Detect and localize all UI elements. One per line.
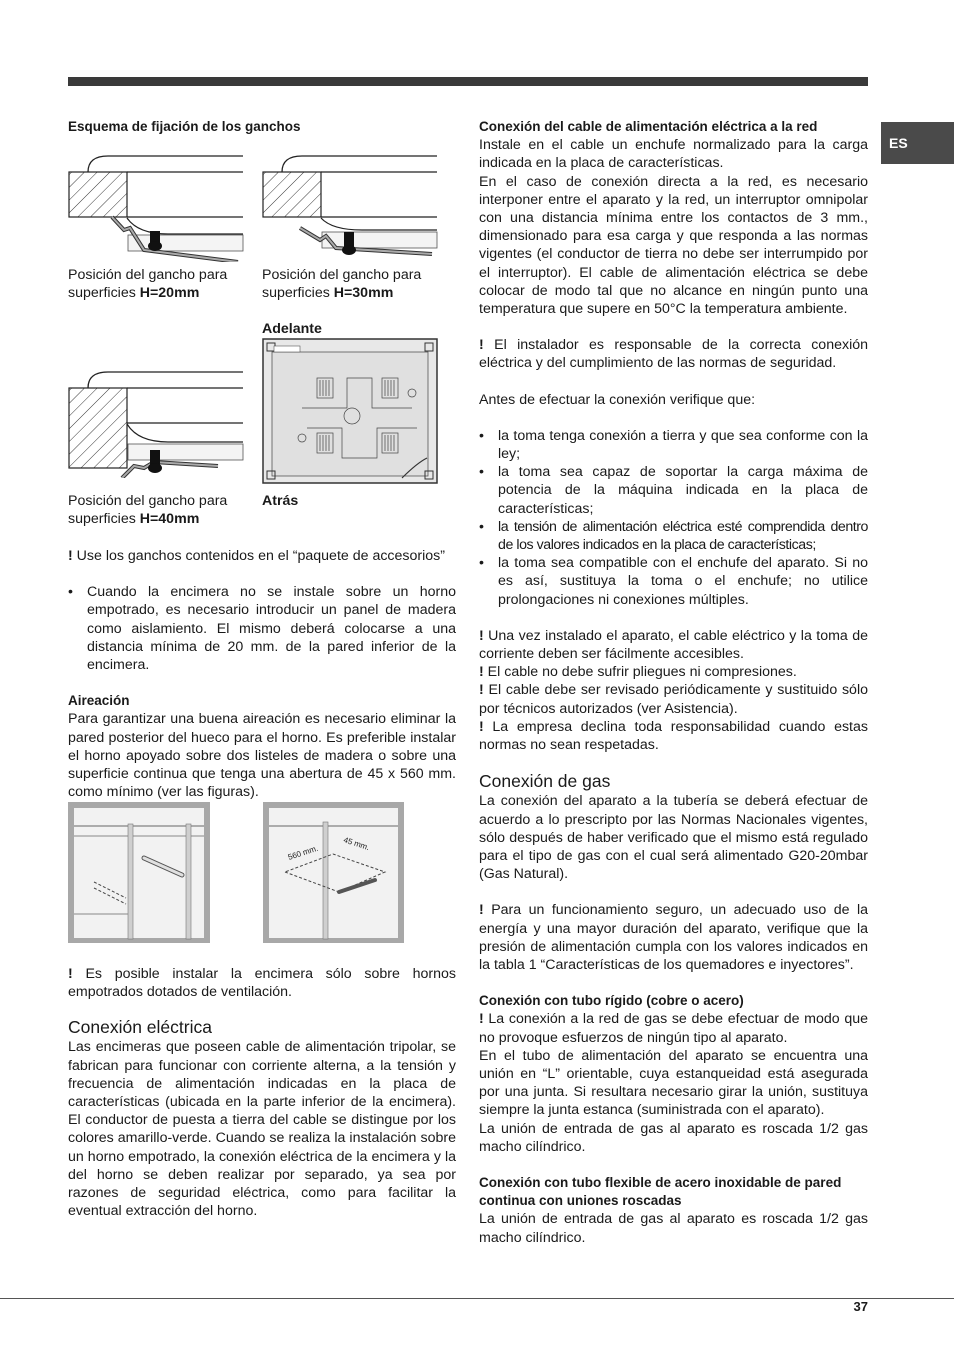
dimension-label-560: 560 mm. [286, 843, 320, 862]
list-item: • la tensión de alimentación eléctrica esté comprendida dentro de los valores indicados en la placa de características; [479, 518, 868, 554]
top-rule [68, 77, 868, 86]
label-front: Adelante [262, 321, 322, 337]
aireacion-title: Aireación [68, 693, 130, 709]
installer-note: ! El instalador es responsable de la correcta conexión eléctrica y del cumplimiento de las normas de seguridad. [479, 337, 868, 372]
left-column-bottom [68, 965, 456, 1220]
note-inspection: ! El cable debe ser revisado periódicamente y sustituido sólo por técnicos autorizados (ver Asistencia). [479, 682, 868, 717]
label-back: Atrás [262, 493, 299, 509]
left-column [68, 118, 456, 136]
hook-diagram-20mm [68, 150, 244, 262]
list-item: • Cuando la encimera no se instale sobre un horno empotrado, es necesario introducir un panel de madera como aislamiento. El mismo deberá colocarse a una distancia mínima de 20 mm. de la pared inferior de la encimera. [68, 583, 456, 674]
hooks-title: Esquema de fijación de los ganchos [68, 119, 301, 134]
cable-text: Instale en el cable un enchufe normalizado para la carga indicada en la placa de características. [479, 137, 868, 172]
rigid-pipe-title: Conexión con tubo rígido (cobre o acero) [479, 993, 744, 1009]
list-item: • la toma sea compatible con el enchufe del aparato. Si no es así, sustituya la toma o el enchufe; no utilice prolongaciones ni conexiones múltiples. [479, 554, 868, 609]
rigid-pipe-thread: La unión de entrada de gas al aparato es roscada 1/2 gas macho cilíndrico. [479, 1120, 868, 1155]
verify-list [479, 427, 868, 609]
cable-title: Conexión del cable de alimentación eléctrica a la red [479, 119, 818, 134]
note-accessible: ! Una vez instalado el aparato, el cable eléctrico y la toma de corriente deben ser fácilmente accesibles. [479, 627, 869, 663]
hook-caption-30mm: Posición del gancho para superficies H=30mm [262, 267, 422, 302]
hook-diagram-30mm [262, 150, 438, 262]
list-item: • la toma tenga conexión a tierra y que sea conforme con la ley; [479, 427, 868, 463]
language-tab: ES [881, 122, 954, 164]
gas-connection-title: Conexión de gas [479, 771, 611, 792]
flex-pipe-text: La unión de entrada de gas al aparato es roscada 1/2 gas macho cilíndrico. [479, 1211, 868, 1246]
electrical-connection-title: Conexión eléctrica [68, 1017, 212, 1038]
hob-top-view-diagram [262, 338, 438, 484]
dimension-label-45: 45 mm. [342, 835, 371, 853]
flex-pipe-title: Conexión con tubo flexible de acero inoxidable de pared continua con uniones roscadas [479, 1174, 842, 1209]
rigid-pipe-note: ! La conexión a la red de gas se debe efectuar de modo que no provoque esfuerzos de ningún tipo al aparato. [479, 1011, 868, 1046]
aireacion-text: Para garantizar una buena aireación es necesario eliminar la pared posterior del hueco para el horno. Es preferible instalar el horno apoyado sobre dos listeles de madera o sobre una superficie continua que tenga una abertura de 45 x 560 mm. como mínimo (ver las figuras). [68, 711, 456, 801]
right-column [479, 118, 868, 1247]
rigid-pipe-text: En el tubo de alimentación del aparato se encuentra una unión en “L” orientable, cuya estanqueidad está asegurada por una junta. Si resultara necesario girar la unión, sustituya siempre la junta estanca (suministrada con el aparato). [479, 1047, 868, 1119]
hook-caption-20mm: Posición del gancho para superficies H=20mm [68, 267, 228, 302]
electrical-connection-text: Las encimeras que poseen cable de alimentación tripolar, se fabrican para funcionar con corriente alterna, a la tensión y frecuencia de alimentación indicadas en la placa de características (ubicada en la parte inferior de la encimera). El conductor de puesta a tierra del cable se distingue por los colores amarillo-verde. Cuando se realiza la instalación sobre un horno empotrado, la conexión eléctrica de la encimera y la del horno se deben realizar por separado, ya sea por razones de seguridad eléctrica, como para facilitar la eventual extracción del horno. [68, 1039, 456, 1220]
note-folds: ! El cable no debe sufrir pliegues ni compresiones. [479, 664, 797, 681]
page-number: 37 [853, 1299, 868, 1314]
oven-bullet-list [68, 583, 463, 674]
left-column-lower [68, 547, 463, 801]
gas-safety-note: ! Para un funcionamiento seguro, un adecuado uso de la energía y una mayor duración del aparato, verifique que la presión de alimentación cumpla con los valores indicados en la tabla 1 “Características de los quemadores e inyectores”. [479, 902, 868, 973]
direct-connection-text: En el caso de conexión directa a la red, es necesario interponer entre el aparato y la red, un interruptor omnipolar con una distancia mínima entre los contactos de 3 mm., dimensionado para esa carga y que responda a las normas vigentes (el conductor de tierra no debe ser interrumpido por el interruptor). El cable de alimentación eléctrica se debe colocar de modo tal que no alcance en ningún punto una temperatura que supere en 50°C la temperatura ambiente. [479, 173, 868, 318]
note-liability: ! La empresa declina toda responsabilidad cuando estas normas no sean respetadas. [479, 718, 868, 754]
ventilation-figure-slats [68, 802, 210, 943]
ventilation-figure-opening [263, 802, 404, 943]
accessories-note: ! Use los ganchos contenidos en el “paquete de accesorios” [68, 548, 445, 564]
footer-rule [0, 1298, 954, 1299]
verify-intro: Antes de efectuar la conexión verifique que: [479, 391, 756, 408]
hook-caption-40mm: Posición del gancho para superficies H=40mm [68, 493, 228, 528]
list-item: • la toma sea capaz de soportar la carga máxima de potencia de la máquina indicada en la placa de características; [479, 463, 868, 518]
ventilation-note: ! Es posible instalar la encimera sólo sobre hornos empotrados dotados de ventilación. [68, 966, 456, 1001]
hook-diagram-40mm [68, 366, 244, 478]
gas-connection-text: La conexión del aparato a la tubería se deberá efectuar de acuerdo a lo prescripto por las Normas Nacionales vigentes, sólo después de haber verificado que el mismo está regulado para el tipo de gas con el cual será alimentado G20-20mbar (Gas Natural). [479, 793, 868, 883]
